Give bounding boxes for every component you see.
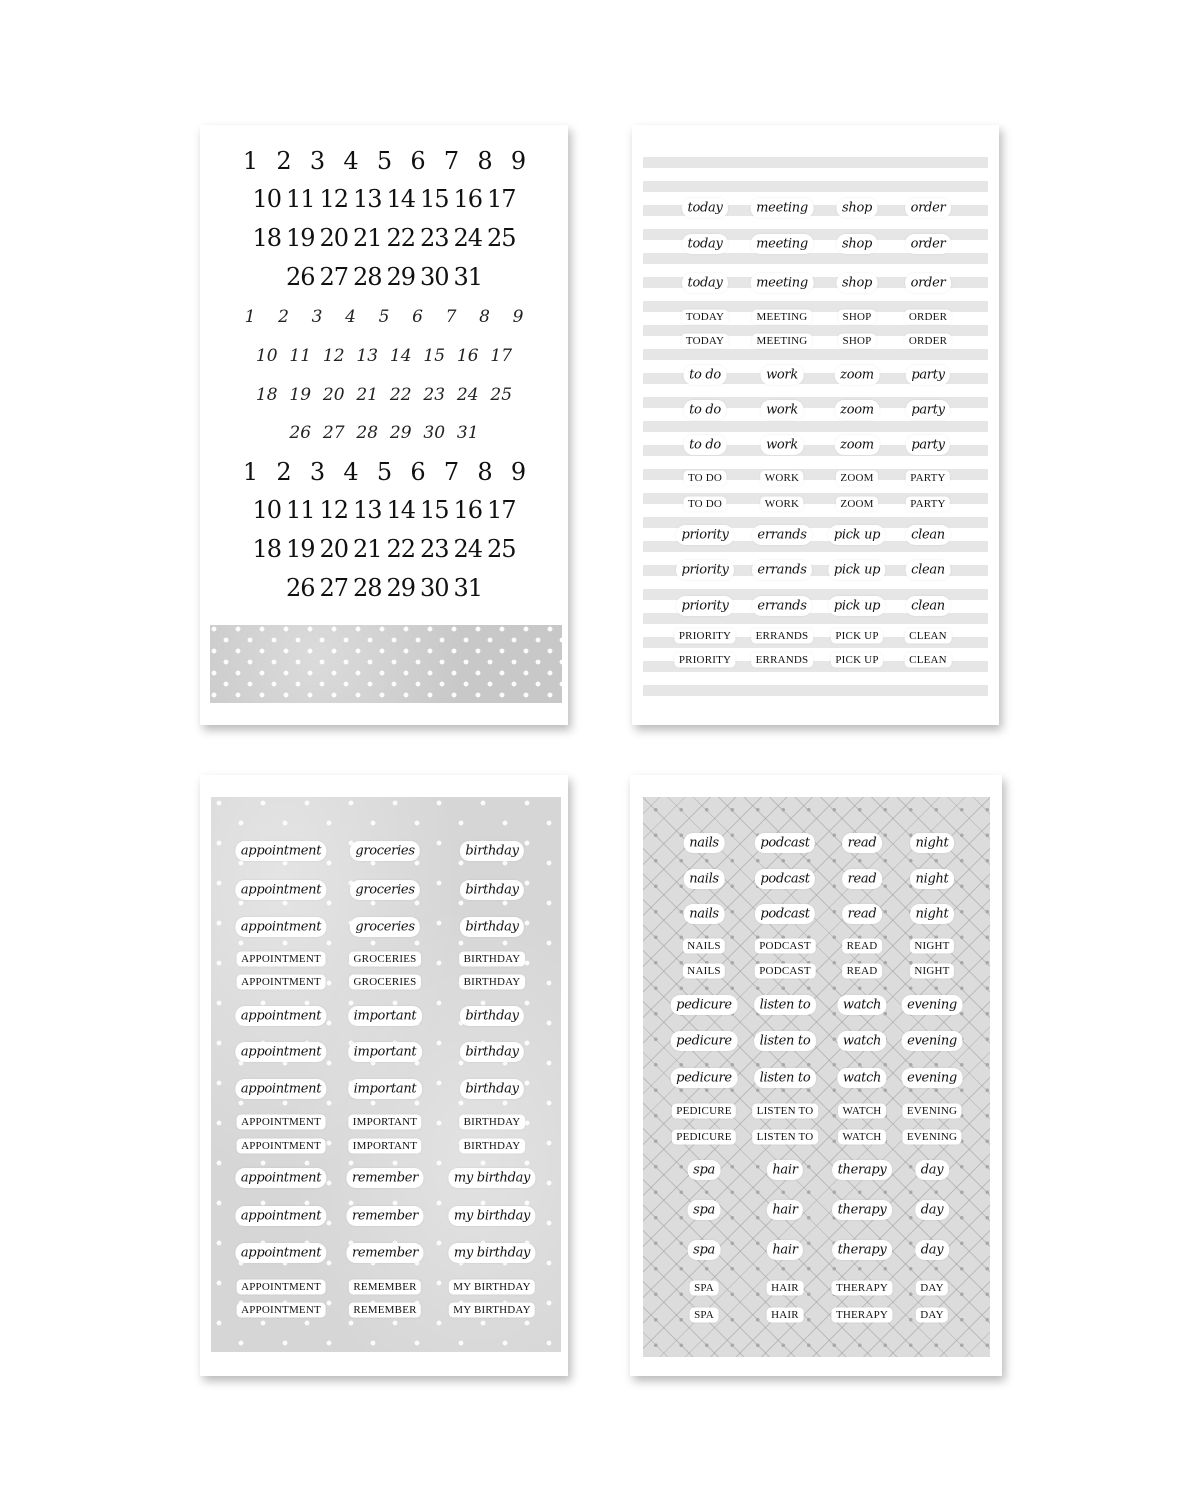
script-word-sticker: errands <box>753 562 810 579</box>
script-word-sticker: pedicure <box>672 1033 736 1050</box>
caps-word-sticker: ERRANDS <box>753 654 812 666</box>
script-word-sticker: listen to <box>756 997 815 1014</box>
date-number-sticker: 30 <box>423 423 446 443</box>
script-word-sticker: party <box>907 367 948 384</box>
date-number-sticker: 27 <box>319 263 349 291</box>
date-number-sticker: 12 <box>322 346 345 366</box>
script-word-sticker: hair <box>768 1202 801 1219</box>
script-word-sticker: work <box>762 437 802 454</box>
date-number-sticker: 15 <box>419 185 449 213</box>
date-number-sticker: 20 <box>319 224 349 252</box>
number-row <box>200 263 568 291</box>
script-word-sticker: nails <box>685 906 723 923</box>
script-word-sticker: pick up <box>830 562 884 579</box>
date-number-sticker: 11 <box>285 496 315 524</box>
script-word-sticker: podcast <box>756 871 813 888</box>
date-number-sticker: 7 <box>443 147 459 175</box>
script-word-sticker: today <box>684 200 727 217</box>
script-word-sticker: night <box>912 871 953 888</box>
date-number-sticker: 17 <box>486 496 516 524</box>
date-number-sticker: 18 <box>252 535 282 563</box>
script-word-sticker: remember <box>348 1170 422 1187</box>
caps-word-sticker: SPA <box>691 1282 717 1294</box>
caps-word-sticker: THERAPY <box>833 1282 891 1294</box>
script-word-sticker: night <box>912 906 953 923</box>
date-number-sticker: 12 <box>319 185 349 213</box>
date-number-sticker: 29 <box>386 574 416 602</box>
date-number-sticker: 11 <box>285 185 315 213</box>
date-number-sticker: 6 <box>410 147 425 175</box>
script-word-sticker: spa <box>689 1162 719 1179</box>
date-number-sticker: 21 <box>356 385 379 405</box>
date-number-sticker: 17 <box>490 346 513 366</box>
date-number-sticker: 19 <box>289 385 312 405</box>
number-row <box>200 535 568 563</box>
star-watercolor-background <box>211 797 561 1352</box>
script-word-sticker: birthday <box>461 1008 522 1025</box>
date-number-sticker: 3 <box>309 458 325 486</box>
date-number-sticker: 28 <box>352 574 382 602</box>
date-number-sticker: 24 <box>453 535 483 563</box>
script-word-sticker: listen to <box>756 1070 815 1087</box>
script-word-sticker: appointment <box>237 919 325 936</box>
date-number-sticker: 19 <box>285 535 315 563</box>
date-number-sticker: 30 <box>419 574 449 602</box>
date-number-sticker: 25 <box>486 224 516 252</box>
script-word-sticker: shop <box>838 200 876 217</box>
date-number-sticker: 21 <box>352 535 382 563</box>
date-number-sticker: 27 <box>319 574 349 602</box>
caps-word-sticker: REMEMBER <box>350 1281 419 1293</box>
caps-word-sticker: ERRANDS <box>753 630 812 642</box>
date-number-sticker: 15 <box>419 496 449 524</box>
caps-word-sticker: MY BIRTHDAY <box>450 1281 533 1293</box>
sticker-sheet-appointments <box>200 775 568 1376</box>
date-number-sticker: 26 <box>285 574 315 602</box>
caps-word-sticker: WATCH <box>840 1131 885 1143</box>
date-number-sticker: 15 <box>423 346 446 366</box>
date-number-sticker: 29 <box>389 423 412 443</box>
script-word-sticker: zoom <box>836 367 878 384</box>
caps-word-sticker: WORK <box>762 498 802 510</box>
caps-word-sticker: APPOINTMENT <box>238 1140 324 1152</box>
caps-word-sticker: LISTEN TO <box>754 1131 817 1143</box>
script-word-sticker: nails <box>685 871 723 888</box>
caps-word-sticker: LISTEN TO <box>754 1105 817 1117</box>
caps-word-sticker: PRIORITY <box>676 630 734 642</box>
script-word-sticker: listen to <box>756 1033 815 1050</box>
date-number-sticker: 18 <box>255 385 278 405</box>
date-number-sticker: 3 <box>311 307 323 327</box>
script-word-sticker: errands <box>753 527 810 544</box>
script-word-sticker: shop <box>838 275 876 292</box>
script-word-sticker: my birthday <box>450 1170 534 1187</box>
script-word-sticker: important <box>350 1044 421 1061</box>
date-number-sticker: 20 <box>319 535 349 563</box>
number-row <box>200 458 568 486</box>
caps-word-sticker: NAILS <box>684 965 723 977</box>
date-number-sticker: 1 <box>244 307 256 327</box>
date-number-sticker: 10 <box>252 185 282 213</box>
script-word-sticker: therapy <box>834 1202 891 1219</box>
caps-word-sticker: WATCH <box>840 1105 885 1117</box>
number-row <box>200 307 568 327</box>
caps-word-sticker: APPOINTMENT <box>238 953 324 965</box>
script-word-sticker: my birthday <box>450 1208 534 1225</box>
script-word-sticker: to do <box>685 367 725 384</box>
caps-word-sticker: READ <box>844 965 881 977</box>
caps-word-sticker: EVENING <box>904 1131 960 1143</box>
date-number-sticker: 7 <box>445 307 457 327</box>
caps-word-sticker: SPA <box>691 1309 717 1321</box>
script-word-sticker: day <box>917 1162 948 1179</box>
script-word-sticker: spa <box>689 1202 719 1219</box>
script-word-sticker: work <box>762 367 802 384</box>
date-number-sticker: 23 <box>419 535 449 563</box>
date-number-sticker: 23 <box>419 224 449 252</box>
script-word-sticker: shop <box>838 236 876 253</box>
date-number-sticker: 28 <box>356 423 379 443</box>
date-number-sticker: 10 <box>255 346 278 366</box>
script-word-sticker: to do <box>685 402 725 419</box>
caps-word-sticker: IMPORTANT <box>350 1140 420 1152</box>
caps-word-sticker: CLEAN <box>906 630 950 642</box>
date-number-sticker: 8 <box>477 458 492 486</box>
script-word-sticker: order <box>907 200 950 217</box>
script-word-sticker: watch <box>839 1070 885 1087</box>
script-word-sticker: zoom <box>836 437 878 454</box>
script-word-sticker: read <box>844 835 881 852</box>
date-number-sticker: 13 <box>352 496 382 524</box>
caps-word-sticker: READ <box>844 940 881 952</box>
caps-word-sticker: SHOP <box>840 335 875 347</box>
script-word-sticker: appointment <box>237 1081 325 1098</box>
caps-word-sticker: PICK UP <box>832 654 881 666</box>
date-number-sticker: 5 <box>378 307 390 327</box>
script-word-sticker: groceries <box>351 843 418 860</box>
caps-word-sticker: WORK <box>762 472 802 484</box>
caps-word-sticker: THERAPY <box>833 1309 891 1321</box>
script-word-sticker: appointment <box>237 1245 325 1262</box>
script-word-sticker: important <box>350 1081 421 1098</box>
script-word-sticker: appointment <box>237 1008 325 1025</box>
script-word-sticker: pick up <box>830 598 884 615</box>
date-number-sticker: 30 <box>419 263 449 291</box>
script-word-sticker: priority <box>677 527 732 544</box>
caps-word-sticker: MY BIRTHDAY <box>450 1304 533 1316</box>
script-word-sticker: hair <box>768 1162 801 1179</box>
date-number-sticker: 5 <box>376 147 392 175</box>
script-word-sticker: clean <box>907 562 949 579</box>
script-word-sticker: birthday <box>461 1044 522 1061</box>
script-word-sticker: appointment <box>237 1208 325 1225</box>
date-number-sticker: 1 <box>242 458 258 486</box>
date-number-sticker: 9 <box>510 147 526 175</box>
caps-word-sticker: PEDICURE <box>673 1105 734 1117</box>
date-number-sticker: 29 <box>386 263 416 291</box>
script-word-sticker: therapy <box>834 1242 891 1259</box>
script-word-sticker: day <box>917 1242 948 1259</box>
caps-word-sticker: GROCERIES <box>351 976 420 988</box>
date-number-sticker: 12 <box>319 496 349 524</box>
date-number-sticker: 8 <box>479 307 490 327</box>
date-number-sticker: 2 <box>276 147 291 175</box>
caps-word-sticker: PODCAST <box>756 965 814 977</box>
caps-word-sticker: DAY <box>917 1282 946 1294</box>
date-number-sticker: 4 <box>345 307 356 327</box>
date-number-sticker: 6 <box>410 458 425 486</box>
caps-word-sticker: BIRTHDAY <box>461 953 524 965</box>
date-number-sticker: 28 <box>352 263 382 291</box>
script-word-sticker: pick up <box>830 527 884 544</box>
script-word-sticker: today <box>684 236 727 253</box>
caps-word-sticker: EVENING <box>904 1105 960 1117</box>
caps-word-sticker: MEETING <box>754 335 811 347</box>
caps-word-sticker: BIRTHDAY <box>461 1140 524 1152</box>
caps-word-sticker: ZOOM <box>837 498 876 510</box>
date-number-sticker: 2 <box>278 307 289 327</box>
caps-word-sticker: GROCERIES <box>351 953 420 965</box>
caps-word-sticker: PICK UP <box>832 630 881 642</box>
caps-word-sticker: ZOOM <box>837 472 876 484</box>
caps-word-sticker: TODAY <box>683 335 727 347</box>
script-word-sticker: meeting <box>752 236 812 253</box>
script-word-sticker: appointment <box>237 843 325 860</box>
caps-word-sticker: NIGHT <box>911 965 952 977</box>
script-word-sticker: evening <box>903 1070 961 1087</box>
caps-word-sticker: ORDER <box>906 311 950 323</box>
caps-word-sticker: HAIR <box>768 1309 802 1321</box>
date-number-sticker: 31 <box>453 263 483 291</box>
date-number-sticker: 8 <box>477 147 492 175</box>
script-word-sticker: podcast <box>756 835 813 852</box>
script-word-sticker: spa <box>689 1242 719 1259</box>
date-number-sticker: 11 <box>289 346 312 366</box>
script-word-sticker: party <box>907 402 948 419</box>
date-number-sticker: 27 <box>322 423 345 443</box>
caps-word-sticker: CLEAN <box>906 654 950 666</box>
script-word-sticker: therapy <box>834 1162 891 1179</box>
date-number-sticker: 7 <box>443 458 459 486</box>
date-number-sticker: 10 <box>252 496 282 524</box>
script-word-sticker: birthday <box>461 1081 522 1098</box>
date-number-sticker: 22 <box>386 535 416 563</box>
script-word-sticker: order <box>907 236 950 253</box>
date-number-sticker: 19 <box>285 224 315 252</box>
caps-word-sticker: APPOINTMENT <box>238 1304 324 1316</box>
script-word-sticker: evening <box>903 997 961 1014</box>
script-word-sticker: pedicure <box>672 1070 736 1087</box>
sticker-sheet-date-numbers <box>200 125 568 725</box>
number-row <box>200 346 568 366</box>
script-word-sticker: priority <box>677 598 732 615</box>
script-word-sticker: groceries <box>351 919 418 936</box>
date-number-sticker: 13 <box>352 185 382 213</box>
script-word-sticker: errands <box>753 598 810 615</box>
date-number-sticker: 25 <box>490 385 513 405</box>
caps-word-sticker: PRIORITY <box>676 654 734 666</box>
date-number-sticker: 31 <box>453 574 483 602</box>
caps-word-sticker: NAILS <box>684 940 723 952</box>
caps-word-sticker: PARTY <box>907 472 948 484</box>
number-row <box>200 574 568 602</box>
caps-word-sticker: NIGHT <box>911 940 952 952</box>
number-row <box>200 385 568 405</box>
sticker-sheet-self-care <box>630 775 1002 1376</box>
number-row <box>200 423 568 443</box>
script-word-sticker: work <box>762 402 802 419</box>
date-number-sticker: 1 <box>242 147 258 175</box>
number-row <box>200 147 568 175</box>
caps-word-sticker: HAIR <box>768 1282 802 1294</box>
caps-word-sticker: IMPORTANT <box>350 1116 420 1128</box>
script-word-sticker: today <box>684 275 727 292</box>
caps-word-sticker: MEETING <box>754 311 811 323</box>
script-word-sticker: to do <box>685 437 725 454</box>
number-row <box>200 496 568 524</box>
date-number-sticker: 3 <box>309 147 325 175</box>
caps-word-sticker: REMEMBER <box>350 1304 419 1316</box>
script-word-sticker: meeting <box>752 275 812 292</box>
script-word-sticker: appointment <box>237 882 325 899</box>
date-number-sticker: 4 <box>343 147 358 175</box>
script-word-sticker: birthday <box>461 882 522 899</box>
script-word-sticker: hair <box>768 1242 801 1259</box>
script-word-sticker: party <box>907 437 948 454</box>
script-word-sticker: important <box>350 1008 421 1025</box>
script-word-sticker: zoom <box>836 402 878 419</box>
script-word-sticker: podcast <box>756 906 813 923</box>
script-word-sticker: my birthday <box>450 1245 534 1262</box>
script-word-sticker: nails <box>685 835 723 852</box>
script-word-sticker: pedicure <box>672 997 736 1014</box>
script-word-sticker: watch <box>839 1033 885 1050</box>
date-number-sticker: 13 <box>356 346 379 366</box>
script-word-sticker: groceries <box>351 882 418 899</box>
date-number-sticker: 9 <box>512 307 524 327</box>
date-number-sticker: 14 <box>389 346 412 366</box>
date-number-sticker: 16 <box>456 346 479 366</box>
caps-word-sticker: BIRTHDAY <box>461 976 524 988</box>
date-number-sticker: 26 <box>289 423 312 443</box>
caps-word-sticker: TODAY <box>683 311 727 323</box>
caps-word-sticker: TO DO <box>685 498 725 510</box>
script-word-sticker: meeting <box>752 200 812 217</box>
number-row <box>200 185 568 213</box>
script-word-sticker: birthday <box>461 843 522 860</box>
date-number-sticker: 9 <box>510 458 526 486</box>
date-number-sticker: 5 <box>376 458 392 486</box>
script-word-sticker: day <box>917 1202 948 1219</box>
star-pattern-strip <box>210 625 562 703</box>
script-word-sticker: appointment <box>237 1044 325 1061</box>
script-word-sticker: night <box>912 835 953 852</box>
script-word-sticker: birthday <box>461 919 522 936</box>
caps-word-sticker: PODCAST <box>756 940 814 952</box>
caps-word-sticker: ORDER <box>906 335 950 347</box>
script-word-sticker: evening <box>903 1033 961 1050</box>
caps-word-sticker: BIRTHDAY <box>461 1116 524 1128</box>
date-number-sticker: 16 <box>453 185 483 213</box>
date-number-sticker: 22 <box>386 224 416 252</box>
script-word-sticker: remember <box>348 1208 422 1225</box>
date-number-sticker: 17 <box>486 185 516 213</box>
script-word-sticker: appointment <box>237 1170 325 1187</box>
caps-word-sticker: SHOP <box>840 311 875 323</box>
date-number-sticker: 31 <box>456 423 479 443</box>
date-number-sticker: 23 <box>423 385 446 405</box>
date-number-sticker: 26 <box>285 263 315 291</box>
date-number-sticker: 24 <box>456 385 479 405</box>
date-number-sticker: 14 <box>386 496 416 524</box>
date-number-sticker: 21 <box>352 224 382 252</box>
caps-word-sticker: PEDICURE <box>673 1131 734 1143</box>
date-number-sticker: 20 <box>322 385 345 405</box>
date-number-sticker: 2 <box>276 458 291 486</box>
script-word-sticker: read <box>844 906 881 923</box>
caps-word-sticker: PARTY <box>907 498 948 510</box>
caps-word-sticker: APPOINTMENT <box>238 976 324 988</box>
date-number-sticker: 6 <box>412 307 423 327</box>
script-word-sticker: watch <box>839 997 885 1014</box>
date-number-sticker: 22 <box>389 385 412 405</box>
script-word-sticker: read <box>844 871 881 888</box>
script-word-sticker: remember <box>348 1245 422 1262</box>
script-word-sticker: order <box>907 275 950 292</box>
caps-word-sticker: DAY <box>917 1309 946 1321</box>
date-number-sticker: 24 <box>453 224 483 252</box>
script-word-sticker: clean <box>907 527 949 544</box>
script-word-sticker: clean <box>907 598 949 615</box>
date-number-sticker: 25 <box>486 535 516 563</box>
date-number-sticker: 18 <box>252 224 282 252</box>
script-word-sticker: priority <box>677 562 732 579</box>
sticker-sheet-daily-tasks <box>632 125 999 725</box>
date-number-sticker: 4 <box>343 458 358 486</box>
caps-word-sticker: APPOINTMENT <box>238 1116 324 1128</box>
date-number-sticker: 14 <box>386 185 416 213</box>
number-row <box>200 224 568 252</box>
caps-word-sticker: TO DO <box>685 472 725 484</box>
caps-word-sticker: APPOINTMENT <box>238 1281 324 1293</box>
date-number-sticker: 16 <box>453 496 483 524</box>
